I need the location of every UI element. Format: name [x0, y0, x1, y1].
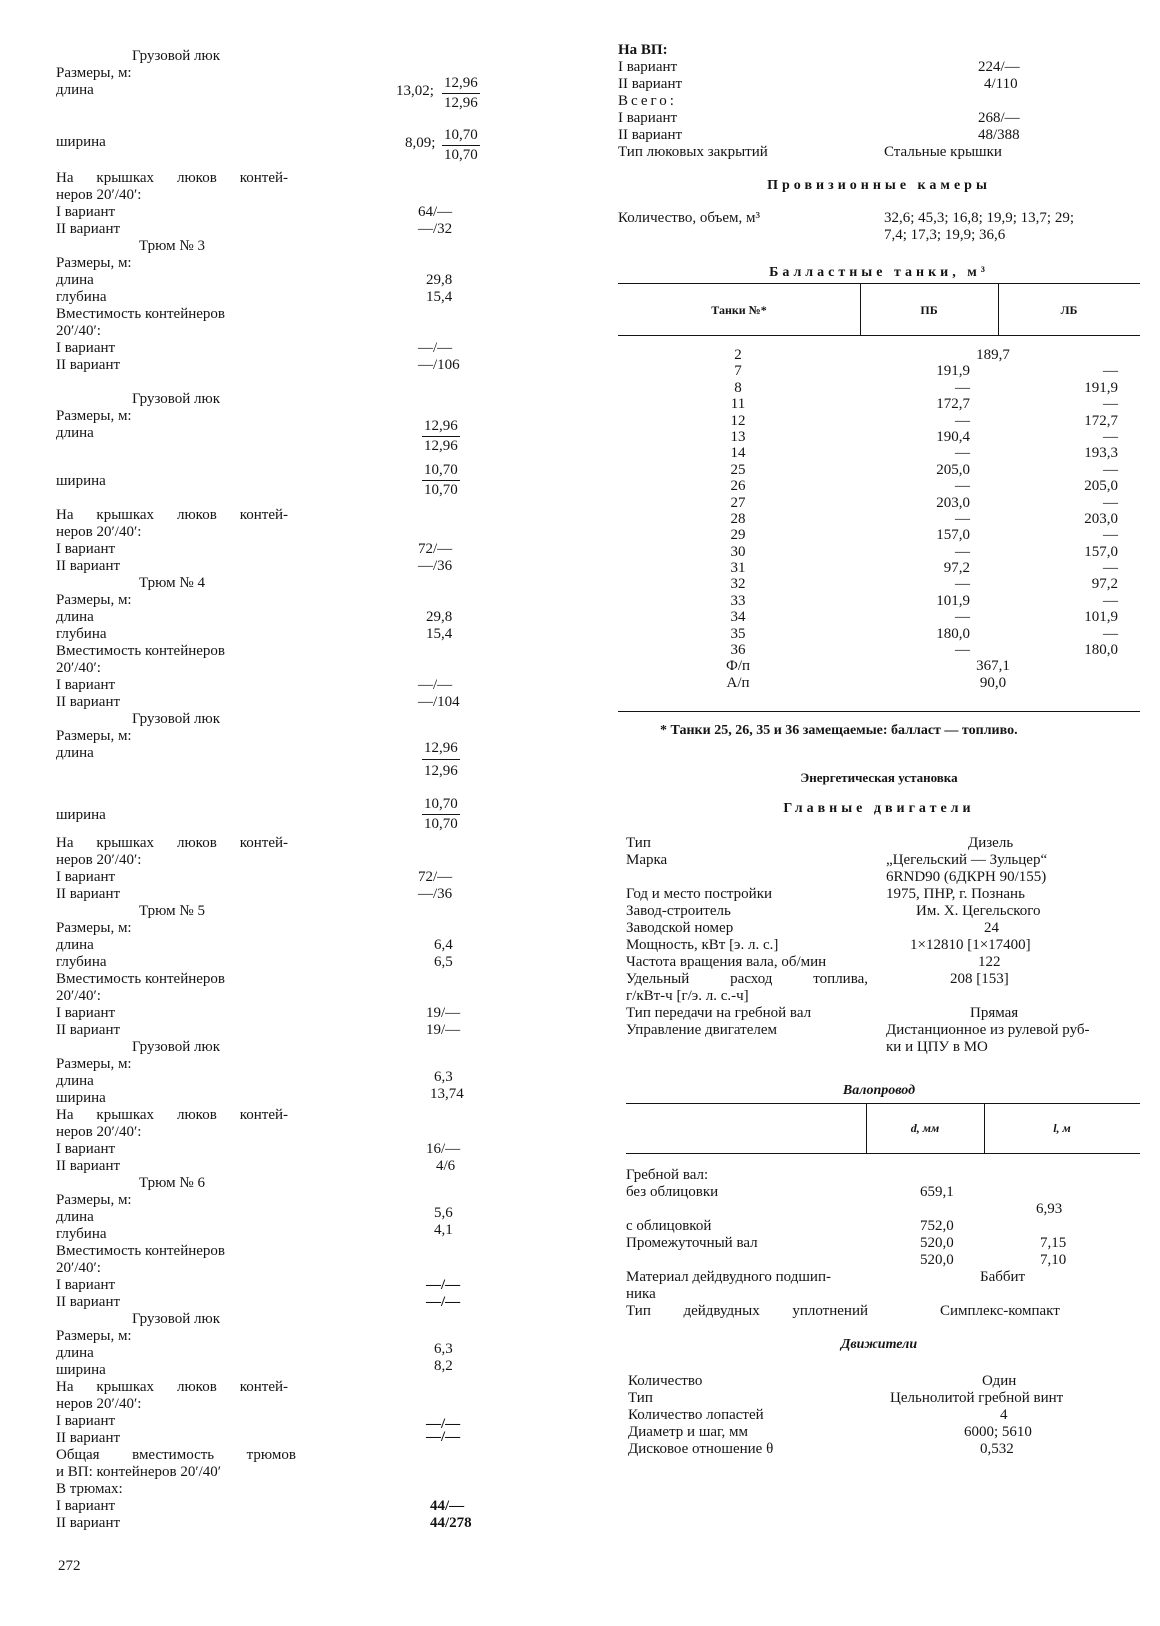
value: 1975, ПНР, г. Познань [886, 886, 1025, 903]
label: I вариант [56, 1413, 116, 1429]
value: Дизель [968, 835, 1014, 852]
tank-number-cell: 13 [730, 428, 746, 445]
label: Дисковое отношение θ [628, 1441, 774, 1458]
lb-value-cell: — [1103, 592, 1118, 609]
label: Общая вместимость трюмов [56, 1447, 296, 1463]
tank-number-cell: 29 [730, 527, 746, 544]
label: II вариант [56, 1294, 121, 1310]
value: 6000; 5610 [964, 1424, 1032, 1441]
tank-number-cell: 8 [734, 379, 742, 396]
label: Размеры, м: [56, 728, 132, 744]
value: Один [982, 1373, 1017, 1390]
shafting-table-header [626, 1099, 1148, 1167]
label: I вариант [56, 204, 116, 220]
tank-number-cell: 33 [730, 592, 746, 609]
label: II вариант [56, 886, 121, 902]
value: 64/— [418, 204, 453, 220]
label: I вариант [56, 869, 116, 885]
label: На крышках люков контей- [56, 1379, 288, 1395]
tank-number-cell: Ф/п [725, 658, 751, 675]
value: Им. Х. Цегельского [916, 903, 1041, 920]
label: без облицовки [626, 1184, 719, 1201]
value: 7,4; 17,3; 19,9; 36,6 [884, 227, 1006, 243]
label: Гребной вал: [626, 1167, 709, 1184]
label: неров 20′/40′: [56, 852, 142, 868]
value: 0,532 [980, 1441, 1014, 1458]
tank-number-cell: 32 [730, 576, 746, 593]
label: Тип люковых закрытий [618, 144, 768, 160]
table-row [618, 642, 1140, 658]
pb-value-cell: — [955, 412, 970, 429]
label: неров 20′/40′: [56, 187, 142, 203]
label: неров 20′/40′: [56, 1396, 142, 1412]
tank-number-cell: 27 [730, 494, 746, 511]
lb-value-cell: 193,3 [1084, 445, 1118, 462]
label: Управление двигателем [626, 1022, 777, 1039]
table-row [618, 445, 1140, 461]
table-row [618, 380, 1140, 396]
fraction-value: $\frac{12,96}{12,96}$ [424, 418, 458, 454]
table-row [618, 544, 1140, 560]
lb-value-cell: 180,0 [1084, 642, 1118, 659]
value: 208 [153] [950, 971, 1009, 988]
lb-value-cell: — [1103, 363, 1118, 380]
value: 5,6 [434, 1205, 453, 1221]
value: 16/— [426, 1141, 461, 1157]
value: 72/— [418, 541, 453, 557]
label: 20′/40′: [56, 323, 101, 339]
value: 48/388 [978, 127, 1020, 143]
label: Диаметр и шаг, мм [628, 1424, 748, 1441]
pb-value-cell: — [955, 510, 970, 527]
column-header: Танки №* [711, 303, 767, 317]
label: длина [56, 1209, 94, 1225]
tank-number-cell: 11 [730, 396, 746, 413]
value: 15,4 [426, 289, 453, 305]
table-row [618, 626, 1140, 642]
value: 6,3 [434, 1341, 453, 1357]
label: 20′/40′: [56, 660, 101, 676]
value: Цельнолитой гребной винт [890, 1390, 1064, 1407]
table-row [618, 495, 1140, 511]
value: —/32 [418, 221, 453, 237]
table-row [618, 658, 1140, 674]
label: неров 20′/40′: [56, 524, 142, 540]
label: I вариант [56, 1277, 116, 1293]
column-header: d, мм [910, 1121, 940, 1136]
label: Размеры, м: [56, 920, 132, 936]
pb-value-cell: 172,7 [936, 396, 970, 413]
pb-value-cell: — [955, 576, 970, 593]
value: 6,5 [434, 954, 453, 970]
label: ширина [56, 1090, 106, 1106]
value: 659,1 [920, 1184, 954, 1201]
value: 44/278 [430, 1515, 472, 1531]
label: глубина [56, 1226, 107, 1242]
section-subheading: Главные двигатели [783, 801, 975, 817]
lb-value-cell: 191,9 [1084, 379, 1118, 396]
label: ширина [56, 473, 106, 489]
value: 29,8 [426, 609, 453, 625]
pb-value-cell: 190,4 [936, 428, 970, 445]
value: 7,10 [1040, 1252, 1067, 1269]
label: длина [56, 745, 94, 761]
value: 6,3 [434, 1069, 453, 1085]
value: —/— [426, 1294, 461, 1310]
fraction-value: $\frac{12,96}{12,96}$ [444, 75, 478, 111]
table-row [618, 413, 1140, 429]
value: 4,1 [434, 1222, 453, 1238]
table-row [618, 363, 1140, 379]
label: длина [56, 609, 94, 625]
label: Вместимость контейнеров [56, 306, 225, 322]
tank-number-cell: 28 [730, 510, 746, 527]
value: —/— [426, 1429, 461, 1445]
table-row [618, 462, 1140, 478]
section-heading: Энергетическая установка [800, 770, 958, 786]
label: Размеры, м: [56, 1056, 132, 1072]
value: 6,93 [1036, 1201, 1063, 1218]
section-title: Грузовой люк [131, 711, 221, 727]
footnote: * Танки 25, 26, 35 и 36 замещаемые: балласт — топливо. [660, 723, 1018, 739]
tank-number-cell: 36 [730, 642, 746, 659]
value: Дистанционное из рулевой руб- [886, 1022, 1090, 1039]
lb-value-cell: — [1103, 527, 1118, 544]
value: 13,74 [430, 1086, 464, 1102]
pb-value-cell: 191,9 [936, 363, 970, 380]
value: 32,6; 45,3; 16,8; 19,9; 13,7; 29; [884, 210, 1075, 226]
value: —/— [418, 677, 453, 693]
label: II вариант [618, 127, 683, 143]
label: Марка [626, 852, 668, 869]
fraction-value: $\frac{10,70}{10,70}$ [444, 127, 478, 163]
label: Количество лопастей [628, 1407, 764, 1424]
label: II вариант [56, 558, 121, 574]
both-sides-value-cell: 189,7 [976, 347, 1010, 363]
section-title: Трюм № 3 [139, 238, 205, 254]
label: Тип передачи на гребной вал [626, 1005, 812, 1022]
value: 224/— [978, 59, 1020, 75]
lb-value-cell: 97,2 [1091, 576, 1118, 593]
value: —/104 [418, 694, 460, 710]
label: Вместимость контейнеров [56, 643, 225, 659]
section-title: Трюм № 4 [139, 575, 205, 591]
value: 4/6 [436, 1158, 456, 1174]
value: 122 [978, 954, 1001, 971]
section-title: Грузовой люк [131, 1311, 221, 1327]
table-row [618, 511, 1140, 527]
value: 8,2 [434, 1358, 453, 1374]
value: Стальные крышки [884, 144, 1002, 160]
value: 72/— [418, 869, 453, 885]
lb-value-cell: — [1103, 461, 1118, 478]
table-row [618, 609, 1140, 625]
section-title: На ВП: [618, 42, 668, 58]
label: и ВП: контейнеров 20′/40′ [56, 1464, 222, 1480]
value: —/— [426, 1277, 461, 1293]
section-heading: Провизионные камеры [767, 178, 991, 193]
value: —/36 [418, 886, 453, 902]
label: I вариант [618, 59, 678, 75]
label: Мощность, кВт [э. л. с.] [626, 937, 779, 954]
value: 8,09; [405, 135, 436, 151]
right-column [618, 42, 1140, 1458]
label: I вариант [56, 677, 116, 693]
label: II вариант [56, 1430, 121, 1446]
value: 44/— [430, 1498, 465, 1514]
value: 1×12810 [1×17400] [910, 937, 1031, 954]
label: II вариант [56, 1158, 121, 1174]
label: I вариант [56, 1005, 116, 1021]
label: I вариант [56, 1141, 116, 1157]
value: Симплекс-компакт [940, 1303, 1060, 1320]
ballast-table-header [618, 281, 1140, 347]
label: глубина [56, 626, 107, 642]
pb-value-cell: — [955, 379, 970, 396]
label: II вариант [56, 221, 121, 237]
value: —/— [418, 340, 453, 356]
tank-number-cell: 2 [734, 347, 742, 363]
label: Вместимость контейнеров [56, 1243, 225, 1259]
label: Заводской номер [626, 920, 734, 937]
label: Удельный расход топлива, [626, 971, 868, 988]
label: II вариант [56, 1022, 121, 1038]
value: —/36 [418, 558, 453, 574]
section-heading: Балластные танки, м³ [769, 265, 989, 280]
table-row [618, 560, 1140, 576]
shafting-table-body [626, 1167, 1148, 1320]
label: I вариант [618, 110, 678, 126]
section-heading: Движители [840, 1337, 918, 1353]
table-row [618, 675, 1140, 691]
pb-value-cell: — [955, 609, 970, 626]
label: глубина [56, 289, 107, 305]
label: Размеры, м: [56, 408, 132, 424]
label: II вариант [56, 1515, 121, 1531]
label: I вариант [56, 541, 116, 557]
section-title: Грузовой люк [131, 48, 221, 64]
value: 268/— [978, 110, 1020, 126]
label: Частота вращения вала, об/мин [626, 954, 827, 971]
label: II вариант [618, 76, 683, 92]
value: Баббит [980, 1269, 1026, 1286]
label: 20′/40′: [56, 1260, 101, 1276]
label: длина [56, 937, 94, 953]
tank-number-cell: 26 [730, 478, 746, 495]
label: ширина [56, 134, 106, 150]
label: Количество [628, 1373, 703, 1390]
section-title: Трюм № 5 [139, 903, 205, 919]
pb-value-cell: 157,0 [936, 527, 970, 544]
value: 19/— [426, 1005, 461, 1021]
label: длина [56, 82, 94, 98]
lb-value-cell: 203,0 [1084, 510, 1118, 527]
pb-value-cell: 203,0 [936, 494, 970, 511]
pb-value-cell: — [955, 642, 970, 659]
propulsor-table [628, 1373, 1150, 1458]
value: 7,15 [1040, 1235, 1067, 1252]
value: 29,8 [426, 272, 453, 288]
lb-value-cell: — [1103, 428, 1118, 445]
tank-number-cell: 34 [730, 609, 746, 626]
tank-number-cell: 35 [730, 625, 746, 642]
pb-value-cell: — [955, 478, 970, 495]
value: 752,0 [920, 1218, 954, 1235]
label: Промежуточный вал [626, 1235, 758, 1252]
label: с облицовкой [626, 1218, 712, 1235]
label: I вариант [56, 340, 116, 356]
fraction-value: $\frac{10,70}{10,70}$ [424, 462, 458, 498]
label: На крышках люков контей- [56, 507, 288, 523]
column-header: ЛБ [1060, 303, 1078, 317]
value: 15,4 [426, 626, 453, 642]
value: Прямая [970, 1005, 1019, 1022]
pb-value-cell: — [955, 543, 970, 560]
label: На крышках люков контей- [56, 1107, 288, 1123]
value: ки и ЦПУ в МО [886, 1039, 988, 1056]
lb-value-cell: — [1103, 625, 1118, 642]
label: Материал дейдвудного подшип- [626, 1269, 831, 1286]
table-row [618, 429, 1140, 445]
label: г/кВт-ч [г/э. л. с.-ч] [626, 988, 749, 1005]
label: Размеры, м: [56, 1192, 132, 1208]
value: 520,0 [920, 1235, 954, 1252]
label: длина [56, 1073, 94, 1089]
value: 19/— [426, 1022, 461, 1038]
lb-value-cell: 157,0 [1084, 543, 1118, 560]
label: Всего: [618, 93, 677, 109]
table-row [618, 576, 1140, 592]
lb-value-cell: — [1103, 396, 1118, 413]
label: В трюмах: [56, 1481, 123, 1497]
label: На крышках люков контей- [56, 835, 288, 851]
label: длина [56, 1345, 94, 1361]
label: ширина [56, 1362, 106, 1378]
tank-number-cell: 14 [730, 445, 746, 462]
value: —/— [426, 1416, 461, 1432]
tank-number-cell: 30 [730, 543, 746, 560]
section-heading: Валопровод [842, 1083, 916, 1099]
label: Тип [628, 1390, 653, 1407]
page-number: 272 [58, 1558, 81, 1574]
value: 24 [984, 920, 999, 937]
section-title: Грузовой люк [131, 391, 221, 407]
table-row [618, 478, 1140, 494]
value: 6,4 [434, 937, 453, 953]
lb-value-cell: 205,0 [1084, 478, 1118, 495]
label: II вариант [56, 357, 121, 373]
label: Тип дейдвудных уплотнений [626, 1303, 868, 1320]
value: 4 [1000, 1407, 1008, 1424]
label: Завод-строитель [626, 903, 731, 920]
value: 4/110 [984, 76, 1018, 92]
label: II вариант [56, 694, 121, 710]
pb-value-cell: 101,9 [936, 592, 970, 609]
label: ника [626, 1286, 656, 1303]
value: „Цегельский — Зульцер“ [886, 852, 1048, 869]
label: Количество, объем, м³ [618, 210, 760, 226]
label: неров 20′/40′: [56, 1124, 142, 1140]
table-row [618, 396, 1140, 412]
label: I вариант [56, 1498, 116, 1514]
column-header: l, м [1053, 1121, 1071, 1136]
label: ширина [56, 807, 106, 823]
table-row [618, 347, 1140, 363]
left-column [56, 48, 496, 1532]
lb-value-cell: 172,7 [1084, 412, 1118, 429]
tank-number-cell: 31 [730, 560, 746, 577]
table-row [618, 593, 1140, 609]
value: 13,02; [396, 83, 434, 99]
tank-number-cell: 25 [730, 461, 746, 478]
label: На крышках люков контей- [56, 170, 288, 186]
label: длина [56, 425, 94, 441]
label: Размеры, м: [56, 65, 132, 81]
label: Год и место постройки [626, 886, 773, 903]
value: 520,0 [920, 1252, 954, 1269]
both-sides-value-cell: 367,1 [976, 658, 1010, 675]
ballast-table-body [618, 347, 1140, 691]
tank-number-cell: 12 [730, 412, 746, 429]
label: глубина [56, 954, 107, 970]
tank-number-cell: 7 [734, 363, 742, 380]
lb-value-cell: — [1103, 494, 1118, 511]
label: 20′/40′: [56, 988, 101, 1004]
label: длина [56, 272, 94, 288]
label: Вместимость контейнеров [56, 971, 225, 987]
section-title: Трюм № 6 [139, 1175, 205, 1191]
label: Тип [626, 835, 651, 852]
label: Размеры, м: [56, 1328, 132, 1344]
pb-value-cell: 97,2 [943, 560, 970, 577]
label: Размеры, м: [56, 592, 132, 608]
pb-value-cell: 180,0 [936, 625, 970, 642]
label: Размеры, м: [56, 255, 132, 271]
tank-number-cell: А/п [726, 674, 750, 691]
section-title: Грузовой люк [131, 1039, 221, 1055]
fraction-value: $\frac{10,70}{10,70}$ [424, 796, 458, 832]
engine-table [626, 835, 1148, 1056]
table-row [618, 527, 1140, 543]
fraction-value: $\frac{12,96}{12,96}$ [422, 737, 460, 782]
lb-value-cell: 101,9 [1084, 609, 1118, 626]
value: 6RND90 (6ДКРН 90/155) [886, 869, 1047, 886]
value: —/106 [418, 357, 460, 373]
pb-value-cell: 205,0 [936, 461, 970, 478]
pb-value-cell: — [955, 445, 970, 462]
both-sides-value-cell: 90,0 [979, 674, 1007, 691]
lb-value-cell: — [1103, 560, 1118, 577]
column-header: ПБ [920, 303, 938, 317]
